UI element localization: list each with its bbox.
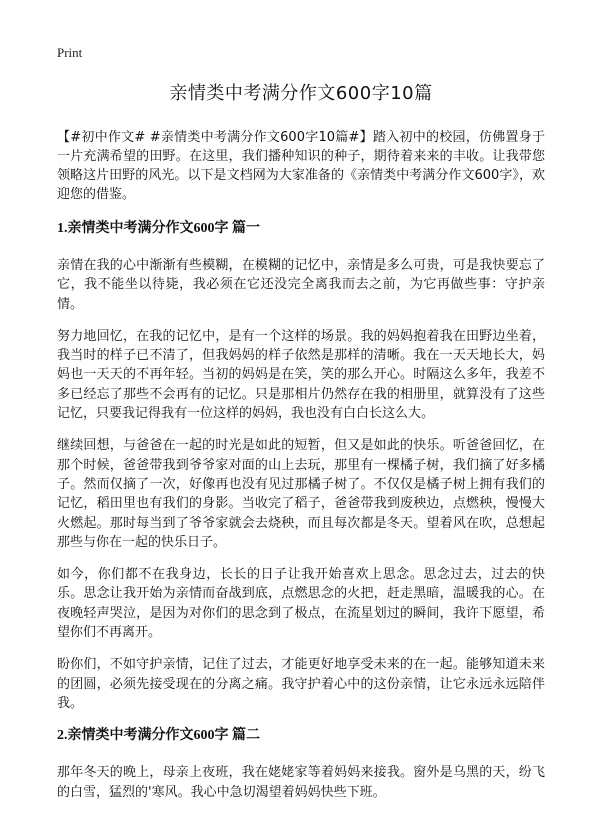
section-heading: 1.亲情类中考满分作文600字 篇一 — [57, 221, 260, 236]
section-heading: 2.亲情类中考满分作文600字 篇二 — [57, 728, 260, 744]
paragraph: 亲情在我的心中渐渐有些模糊，在模糊的记忆中，亲情是多么可贵，可是我快要忘了它，我不能坐以待毙，我必须在它还没完全离我而去之前，为它再做些事：守护亲情。 — [57, 258, 545, 312]
paragraph: 如今，你们都不在我身边，长长的日子让我开始喜欢上思念。思念过去，过去的快乐。思念让我开始为亲情而奋战到底，点燃思念的火把，赶走黑暗，温暖我的心。在夜晚轻声哭泣，是因为对你们的思念到了极点，在流星划过的瞬间，我许下愿望，希望你们不再离开。 — [57, 567, 545, 641]
paragraph: 盼你们，不如守护亲情，记住了过去，才能更好地享受未来的在一起。能够知道未来的团圆，必须先接受现在的分离之痛。我守护着心中的这份亲情，让它永远永远陪伴我。 — [57, 657, 545, 711]
paragraph: 那年冬天的晚上，母亲上夜班，我在姥姥家等着妈妈来接我。窗外是乌黑的天，纷飞的白雪，猛烈的'寒风。我心中急切渴望着妈妈快些下班。 — [57, 765, 545, 800]
intro-paragraph: 【#初中作文# #亲情类中考满分作文600字10篇#】踏入初中的校园，仿佛置身于一片充满希望的田野。在这里，我们播种知识的种子，期待着来来的丰收。让我带您领略这片田野的风光。以下是文档网为大家准备的《亲情类中考满分作文600字》，欢迎您的借鉴。 — [57, 130, 545, 202]
paragraph: 继续回想，与爸爸在一起的时光是如此的短暂，但又是如此的快乐。听爸爸回忆，在那个时候，爸爸带我到爷爷家对面的山上去玩，那里有一棵橘子树，我们摘了好多橘子。然而仅摘了一次，好像再也没有见过那橘子树了。不仅仅是橘子树上拥有我们的记忆，稻田里也有我们的身影。当收完了稻子，爸爸带我到废秧边，点燃秧，慢慢大火燃起。那时每当到了爷爷家就会去烧秧，而且每次都是冬天。望着风在吹，总想起那些与你在一起的快乐日子。 — [57, 438, 545, 550]
paragraph: 努力地回忆，在我的记忆中，是有一个这样的场景。我的妈妈抱着我在田野边坐着，我当时的样子已不清了，但我妈妈的样子依然是那样的清晰。我在一天天地长大，妈妈也一天天的不再年轻。当初的妈妈是在笑，笑的那么开心。时隔这么多年，我差不多已经忘了那些不会再有的记忆。只是那相片仍然存在我的相册里，就算没有了这些记忆，只要我记得我有一位这样的妈妈，我也没有白白长这么大。 — [57, 328, 545, 422]
document-title: 亲情类中考满分作文600字10篇 — [169, 83, 433, 104]
section-1 — [57, 219, 545, 713]
document-body — [57, 82, 545, 815]
print-label: Print — [57, 45, 83, 60]
section-2 — [57, 726, 545, 802]
